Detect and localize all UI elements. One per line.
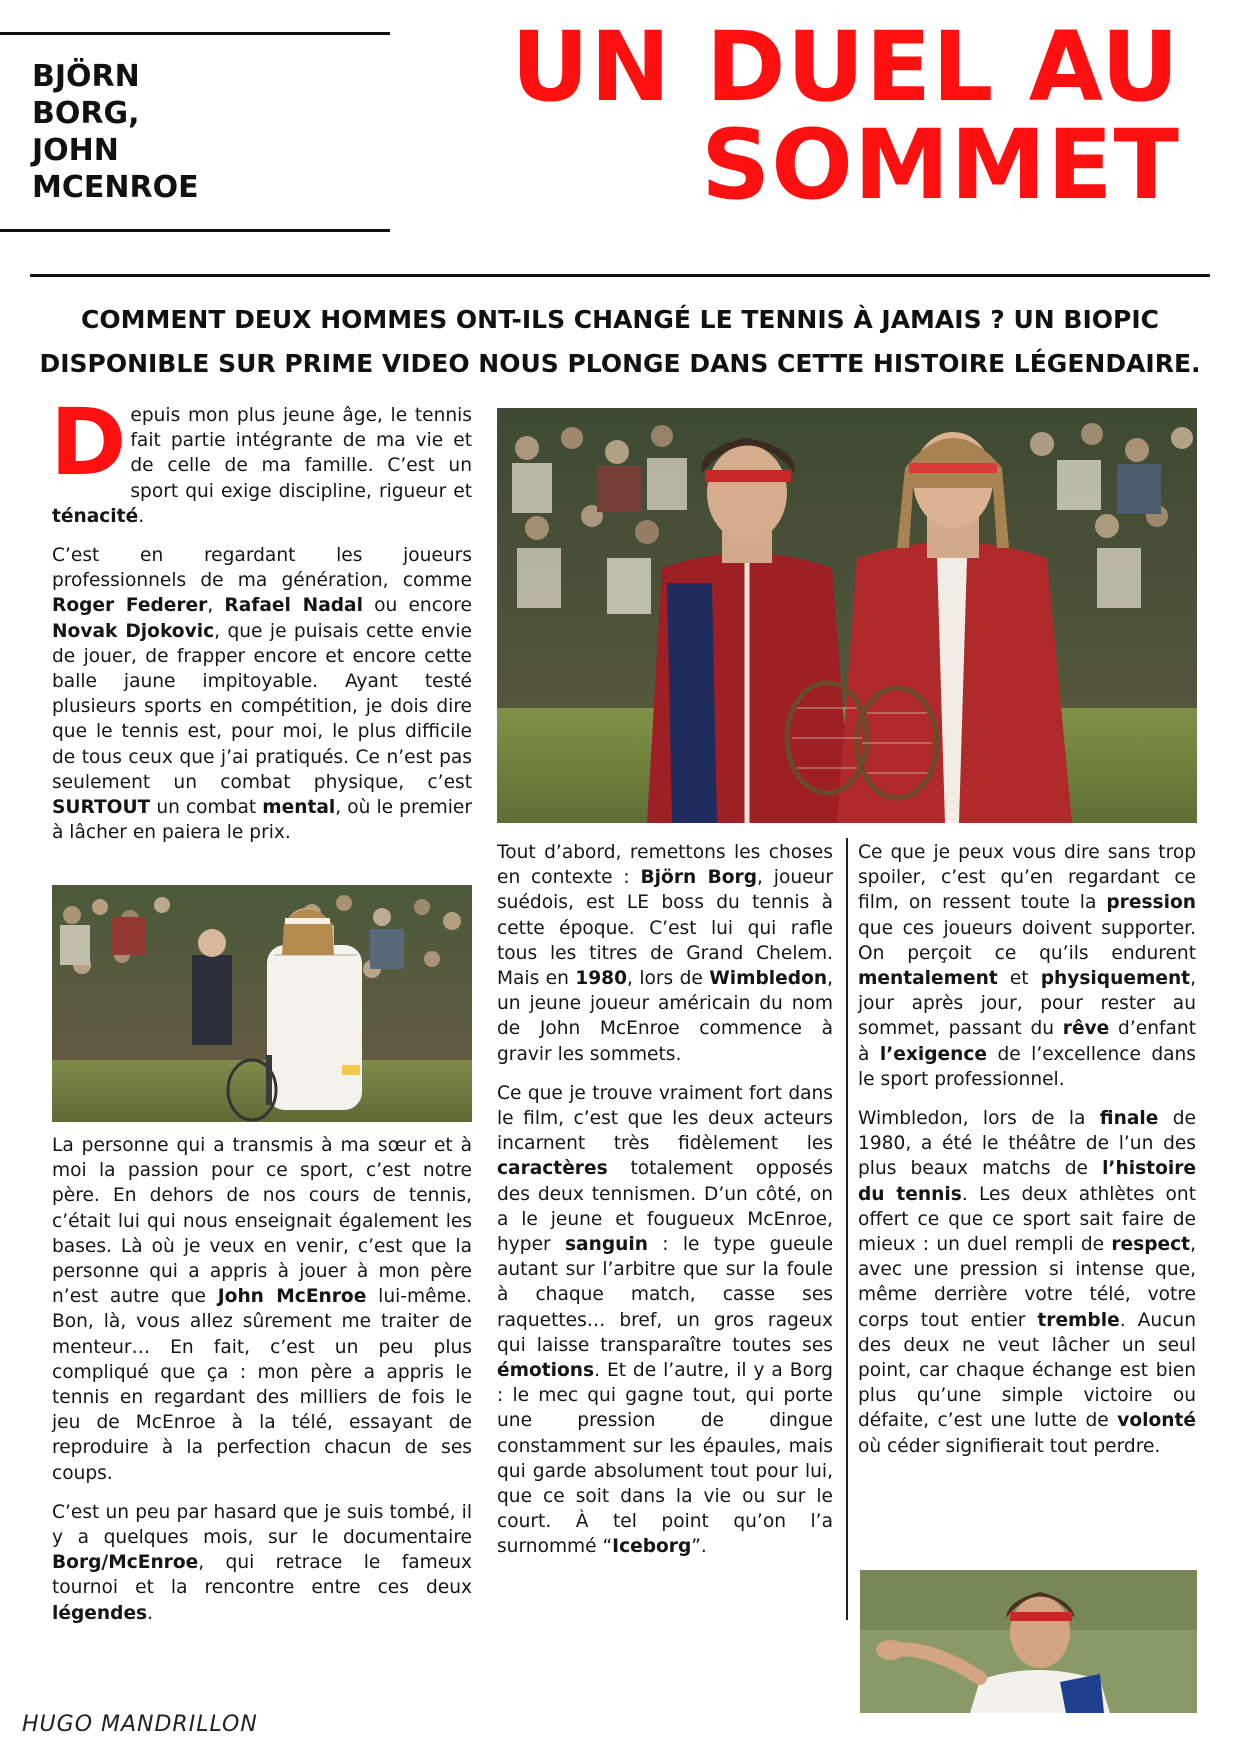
emphasis-text: finale: [1099, 1108, 1159, 1130]
text-run: , lors de: [627, 968, 710, 990]
text-run: , jour après jour, pour rester au sommet, passant du: [858, 968, 1196, 1040]
text-run: La personne qui a transmis à ma sœur et à moi la passion pour ce sport, c’est notre père. En dehors de nos cours de tennis, c’était lui qui nous enseignait également les bases. Là où je veux en venir, c’est que la personne qui a appris à jouer à mon père n’est autre que: [52, 1135, 472, 1308]
photo-borg-on-court: [52, 885, 472, 1122]
headline: [420, 11, 1180, 221]
headline-line: SOMMET: [701, 109, 1180, 221]
paragraph: [858, 840, 1196, 1092]
column-divider: [846, 838, 848, 1620]
photo-two-players-illustration: [497, 408, 1197, 823]
paragraph-text: [858, 1108, 1196, 1457]
kicker: [32, 58, 372, 206]
emphasis-text: respect: [1111, 1234, 1191, 1256]
emphasis-text: 1980: [575, 968, 628, 990]
byline: HUGO MANDRILLON: [22, 1712, 258, 1737]
photo-borg-and-mcenroe: [497, 408, 1197, 823]
emphasis-text: caractères: [497, 1158, 608, 1180]
text-run: .: [138, 505, 145, 527]
text-run: lui-même. Bon, là, vous allez sûrement me traiter de menteur… En fait, c’est un peu plus compliqué que ça : mon père a appris le tennis en regardant des milliers de fois le jeu de McEnroe à la télé, essayant de reproduire à la perfection chacun de ses coups.: [52, 1286, 472, 1484]
text-run: Tout d’abord, remettons les choses en contexte :: [497, 842, 833, 889]
emphasis-text: Wimbledon: [709, 968, 828, 990]
photo-mcenroe-illustration: [860, 1570, 1197, 1713]
emphasis-text: Björn Borg: [640, 867, 758, 889]
emphasis-text: Rafael Nadal: [224, 595, 363, 617]
emphasis-text: pression: [1106, 892, 1196, 914]
emphasis-text: émotions: [497, 1360, 595, 1382]
emphasis-text: Novak Djokovic: [52, 620, 215, 642]
emphasis-text: sanguin: [564, 1234, 648, 1256]
kicker-line: JOHN: [32, 133, 119, 168]
text-run: , où le premier à lâcher en paiera le prix.: [52, 797, 473, 844]
text-run: . Et de l’autre, il y a Borg : le mec qui gagne tout, qui porte une pression de dingue constamment sur les épaules, mais qui garde absolument tout pour lui, que ce soit dans la vie ou sur le court. À tel point qu’on l’a surnommé “: [497, 1360, 833, 1558]
paragraph-text: [858, 842, 1196, 1090]
text-run: un combat: [150, 797, 263, 819]
emphasis-text: volonté: [1117, 1410, 1196, 1432]
text-run: . Les deux athlètes ont offert ce que ce sport sait faire de mieux : un duel rempli de: [858, 1183, 1196, 1256]
emphasis-text: légendes: [52, 1602, 148, 1624]
text-run: et: [997, 968, 1041, 990]
kicker-line: BJÖRN: [32, 59, 140, 94]
paragraph-text: [497, 1083, 833, 1558]
emphasis-text: Borg/McEnroe: [52, 1552, 199, 1574]
kicker-top-rule: [0, 32, 390, 35]
text-run: . Aucun des deux ne veut lâcher un seul point, car chaque échange est bien plus qu’une simple victoire ou défaite, c’est une lutte de: [858, 1309, 1196, 1432]
text-run: ou encore: [362, 595, 472, 617]
paragraph-text: [52, 1502, 472, 1624]
text-run: C’est un peu par hasard que je suis tombé, il y a quelques mois, sur le documentaire: [52, 1501, 472, 1549]
paragraph: [858, 1106, 1196, 1459]
photo-mcenroe-shouting: [860, 1570, 1197, 1713]
emphasis-text: mental: [262, 797, 336, 819]
column-1: [50, 389, 473, 859]
text-run: Ce que je trouve vraiment fort dans le film, c’est que les deux acteurs incarnent très fidèlement les: [497, 1082, 833, 1155]
kicker-bottom-rule: [0, 229, 390, 232]
text-run: epuis mon plus jeune âge, le tennis fait partie intégrante de ma vie et de celle de ma famille. C’est un sport qui exige discipline, rigueur et: [130, 405, 472, 502]
text-run: .: [147, 1602, 154, 1624]
paragraph-text: [497, 842, 833, 1065]
emphasis-text: Iceborg: [612, 1536, 692, 1558]
emphasis-text: SURTOUT: [52, 797, 151, 819]
text-run: d’enfant à: [858, 1018, 1196, 1065]
paragraph: [497, 840, 833, 1067]
column-1-continued: [52, 1133, 472, 1640]
header-divider: [30, 274, 1210, 277]
text-run: que ces joueurs doivent supporter. On perçoit ce qu’ils endurent: [858, 917, 1196, 964]
paragraph-text: [52, 1135, 472, 1484]
text-run: Wimbledon, lors de la: [858, 1108, 1100, 1130]
text-run: , un jeune joueur américain du nom de John McEnroe commence à gravir les sommets.: [497, 968, 833, 1065]
text-run: totalement opposés des deux tennismen. D’un côté, on a le jeune et fougueux McEnroe, hyper: [497, 1158, 833, 1256]
emphasis-text: John McEnroe: [217, 1286, 367, 1308]
text-run: de 1980, a été le théâtre de l’un des plus beaux matchs de: [858, 1108, 1196, 1180]
emphasis-text: ténacité: [52, 505, 139, 527]
emphasis-text: l’histoire du tennis: [858, 1158, 1196, 1205]
kicker-line: MCENROE: [32, 170, 199, 205]
paragraph: [497, 1081, 833, 1560]
emphasis-text: l’exigence: [879, 1043, 988, 1065]
emphasis-text: tremble: [1037, 1309, 1120, 1331]
text-run: , avec une pression si intense que, même derrière votre télé, votre corps tout entier: [858, 1234, 1196, 1331]
emphasis-text: Roger Federer: [52, 595, 208, 617]
text-run: de l’excellence dans le sport professionnel.: [858, 1043, 1196, 1090]
drop-cap: D: [50, 389, 127, 496]
text-run: C’est en regardant les joueurs professionnels de ma génération, comme: [52, 545, 472, 592]
headline-line: UN DUEL AU: [511, 11, 1180, 123]
text-run: Ce que je peux vous dire sans trop spoiler, c’est qu’en regardant ce film, on ressent toute la: [858, 842, 1196, 914]
standfirst-line: DISPONIBLE SUR PRIME VIDEO NOUS PLONGE DANS CETTE HISTOIRE LÉGENDAIRE.: [39, 349, 1201, 378]
paragraph: [52, 543, 472, 845]
text-run: , que je puisais cette envie de jouer, de frapper encore et encore cette balle jaune impitoyable. Ayant testé plusieurs sports en compétition, je dois dire que le tennis est, pour moi, le plus difficile de tous ceux que j’ai pratiqués. Ce n’est pas seulement un combat physique, c’est: [52, 620, 472, 793]
text-run: , qui retrace le fameux tournoi et la rencontre entre ces deux: [52, 1552, 472, 1599]
text-run: ,: [207, 595, 225, 617]
text-run: : le type gueule autant sur l’arbitre que sur la foule à chaque match, casse ses raquettes… bref, un gros rageux qui laisse transparaître toutes ses: [497, 1234, 834, 1356]
text-run: ”.: [691, 1536, 707, 1558]
photo-borg-illustration: [52, 885, 472, 1122]
paragraph-text: [52, 545, 472, 843]
emphasis-text: rêve: [1062, 1018, 1110, 1040]
column-3: [858, 840, 1196, 1473]
paragraph: [52, 1500, 472, 1626]
column-2: [497, 840, 833, 1574]
standfirst-line: COMMENT DEUX HOMMES ONT-ILS CHANGÉ LE TENNIS À JAMAIS ? UN BIOPIC: [80, 305, 1159, 334]
paragraph: [52, 1133, 472, 1486]
paragraph: [50, 389, 472, 529]
text-run: où céder signifierait tout perdre.: [858, 1435, 1161, 1457]
emphasis-text: mentalement: [858, 968, 998, 990]
kicker-line: BORG,: [32, 96, 140, 131]
standfirst: [20, 298, 1220, 386]
emphasis-text: physiquement: [1040, 968, 1191, 990]
text-run: , joueur suédois, est LE boss du tennis à cette époque. C’est lui qui rafle tous les titres de Grand Chelem. Mais en: [497, 867, 833, 990]
